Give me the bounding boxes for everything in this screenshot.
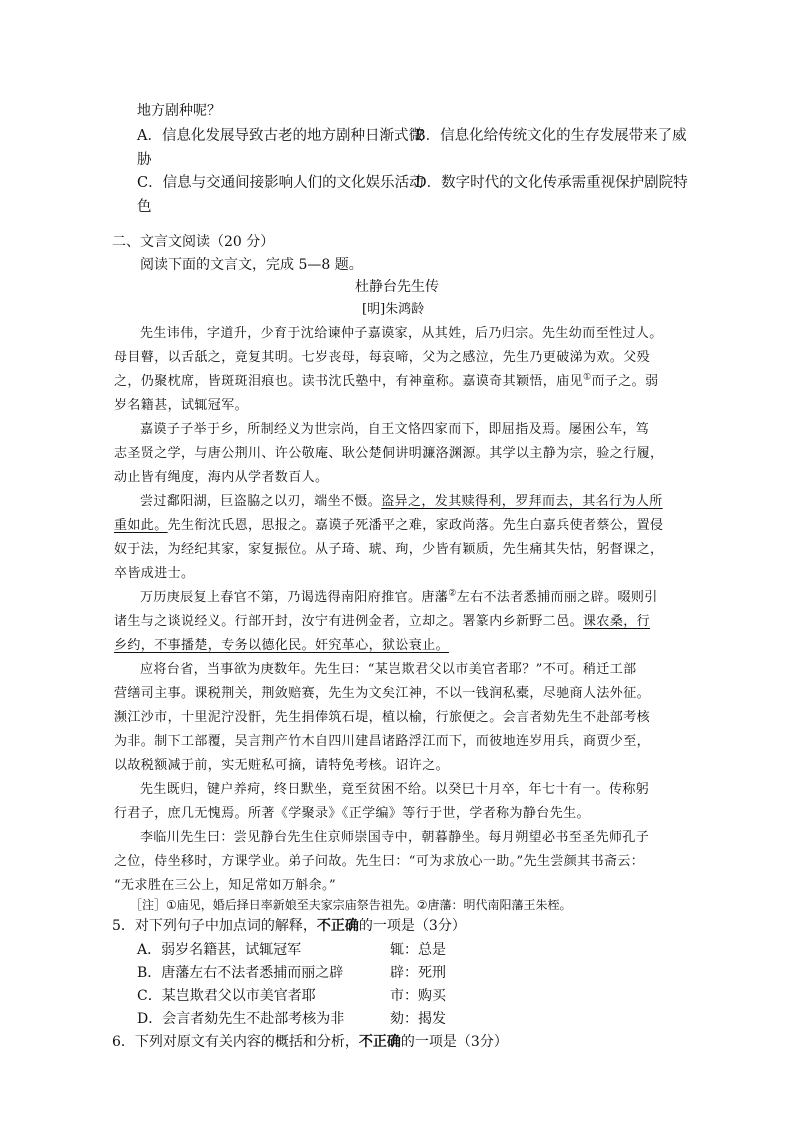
section-instruction: 阅读下面的文言文，完成 5—8 题。 (140, 257, 363, 273)
q4-stem-tail: 地方剧种呢？ (137, 103, 221, 119)
passage-line: 志圣贤之学，与唐公荆川、许公敬庵、耿公楚侗讲明濂洛渊源。其学以主静为宗，验之行履， (114, 446, 664, 461)
passage-line: 嘉谟子子举于乡，所制经义为世宗尚，自王文恪四家而下，即屈指及焉。屡困公车，笃 (140, 422, 650, 437)
q6-stem: 6．下列对原文有关内容的概括和分析，不正确的一项是（3分） (112, 1034, 508, 1050)
underlined-sentence: 乡约，不事播楚，专务以德化民。奸究革心，狱讼衰止。 (114, 638, 450, 653)
note-marker: ① (583, 372, 592, 383)
q4-option-d-cont: 色 (137, 199, 152, 215)
note-marker: ② (448, 588, 457, 599)
q5-option-b: B．唐藩左右不法者悉捕而丽之辟 (137, 965, 344, 981)
passage-line: 之，仍聚枕席，皆斑斑泪痕也。读书沈氏塾中，有神童称。嘉谟奇其颖悟，庙见①而子之。弱 (114, 372, 659, 389)
passage-line: 岁名籍甚，试辄冠军。 (114, 398, 249, 413)
passage-line: 尝过鄱阳湖，巨盗脇之以刃，端坐不慑。盗异之，发其赎得利，罗拜而去，其名行为人所 (140, 494, 663, 509)
q5-option-d-gloss: 劾：揭发 (390, 1011, 446, 1027)
passage-line: 濒江沙市，十里泥泞没骭，先生捐俸筑石堤，植以榆，行旅便之。会言者劾先生不赴部考核 (114, 710, 651, 725)
passage-line: 以故税额减于前，实无赃私可摘，请特免考核。诏许之。 (114, 758, 450, 773)
passage-line: “无求胜在三公上，知足常如万斛余。” (114, 878, 336, 893)
passage-line: 先生讳伟，字道升，少育于沈给谏仲子嘉谟家，从其姓，后乃归宗。先生幼而至性过人。 (140, 326, 663, 341)
underlined-sentence: 课农桑，行 (583, 614, 651, 629)
passage-line: 奴于法，为经纪其家，家复振位。从子琦、琥、珣，少皆有颖质，先生痛其失怙，躬督课之， (114, 542, 664, 557)
q4-option-d: D．数字时代的文化传承需重视保护剧院特 (415, 175, 688, 191)
passage-line: 诸生与之谈说经义。行部开封，汝宁有进例金者，立却之。署篆内乡新野二邑。课农桑，行 (114, 614, 651, 629)
q5-stem: 5．对下列句子中加点词的解释，不正确的一项是（3分） (112, 918, 466, 934)
underlined-sentence: 重如此。 (114, 518, 168, 533)
underlined-sentence: 盗异之，发其赎得利，罗拜而去，其名行为人所 (381, 494, 663, 509)
passage-author: [明]朱鸿龄 (362, 302, 425, 317)
passage-line: 之位，侍坐移时，方课学业。弟子问故。先生曰：“可为求放心一助。”先生尝颜其书斋云： (114, 854, 645, 869)
passage-line: 动止皆有绳度，海内从学者数百人。 (114, 470, 329, 485)
q5-option-c: C．某岂欺君父以市美官者耶 (137, 988, 316, 1004)
passage-line: 行君子，庶几无愧焉。所著《学聚录》《正学编》等行于世，学者称为静台先生。 (114, 806, 590, 821)
passage-line: 先生既归，键户养疴，终日默坐，竟至贫困不给。以癸巳十月卒，年七十有一。传称躬 (140, 782, 650, 797)
q4-option-b-cont: 胁 (137, 152, 152, 168)
section-heading: 二、文言文阅读（20 分） (112, 234, 275, 250)
q4-option-c: C．信息与交通间接影响人们的文化娱乐活动 (137, 175, 424, 191)
passage-title: 杜静台先生传 (355, 279, 439, 295)
annotation-notes: ［注］①庙见，婚后择日率新娘至夫家宗庙祭告祖先。②唐藩：明代南阳藩王朱桎。 (130, 898, 572, 912)
passage-line: 为非。制下工部覆，吴言荆产竹木自四川建昌诸路浮江而下，而彼地连岁用兵，商贾少至， (114, 734, 651, 749)
q4-option-a: A．信息化发展导致古老的地方剧种日渐式微 (137, 128, 423, 144)
q5-option-d: D．会言者劾先生不赴部考核为非 (137, 1011, 345, 1027)
passage-line: 母目瞽，以舌舐之，竟复其明。七岁丧母，每哀啼，父为之感泣，先生乃更破涕为欢。父殁 (114, 350, 651, 365)
q4-option-b: B．信息化给传统文化的生存发展带来了威 (415, 128, 687, 144)
passage-line: 李临川先生曰：尝见静台先生住京师崇国寺中，朝暮静坐。每月朔望必书至圣先师孔子 (140, 830, 650, 845)
passage-line: 卒皆成进士。 (114, 566, 195, 581)
passage-line: 万历庚辰复上春官不第，乃谒选得南阳府推官。唐藩②左右不法者悉捕而丽之辟。啜则引 (140, 588, 658, 605)
passage-line: 营缮司主事。课税荆关，荆敛赔赛，先生为文矣江神，不以一钱润私橐，尽驰商人法外征。 (114, 686, 651, 701)
q5-option-c-gloss: 市：购买 (390, 988, 446, 1004)
passage-line: 重如此。先生衔沈氏恩，思报之。嘉谟子死潘平之难，家政尚落。先生白嘉兵使者蔡公，置侵 (114, 518, 664, 533)
passage-line: 应将台省，当事欲为庚数年。先生曰：“某岂欺君父以市美官者耶？”不可。稍迁工部 (140, 662, 637, 677)
q5-option-a: A．弱岁名籍甚，试辄冠军 (137, 942, 302, 958)
q5-option-b-gloss: 辟：死刑 (390, 965, 446, 981)
q5-option-a-gloss: 辄：总是 (390, 942, 446, 958)
passage-line (114, 634, 449, 653)
